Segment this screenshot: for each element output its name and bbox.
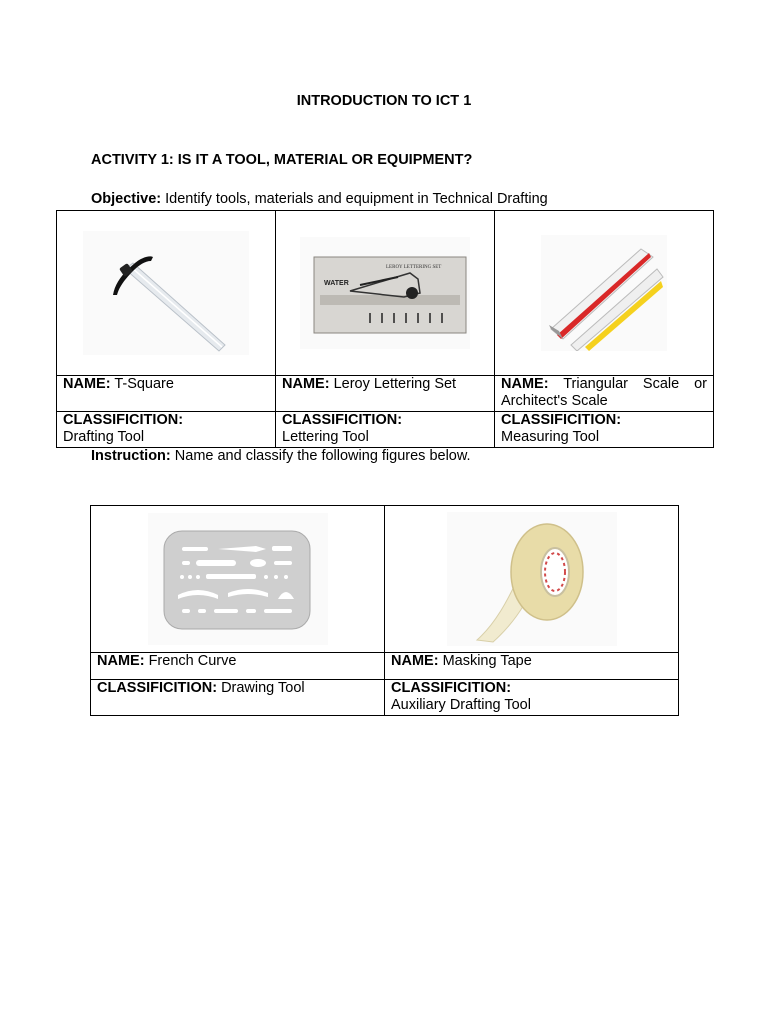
- objective-text: Identify tools, materials and equipment in Technical Drafting: [161, 191, 548, 207]
- french-curve-name: French Curve: [148, 653, 237, 669]
- t-square-classification: Drafting Tool: [63, 429, 145, 445]
- leroy-class-cell: [276, 412, 495, 448]
- classification-label: CLASSIFICITION:: [282, 412, 403, 428]
- t-square-cell: [57, 211, 276, 376]
- instruction-label: Instruction:: [91, 448, 171, 464]
- name-label: NAME:: [501, 376, 549, 392]
- french-curve-class-cell: [91, 680, 385, 716]
- triangular-scale-icon: [541, 235, 667, 351]
- leroy-classification: Lettering Tool: [282, 429, 369, 445]
- t-square-class-cell: [57, 412, 276, 448]
- scale-name-line2: Architect's Scale: [501, 393, 608, 409]
- leroy-lettering-set-cell: [276, 211, 495, 376]
- name-label: NAME:: [391, 653, 439, 669]
- french-curve-image-cell: [91, 506, 385, 653]
- masking-tape-class-cell: [385, 680, 679, 716]
- leroy-name: Leroy Lettering Set: [333, 376, 457, 392]
- objective-line: [91, 191, 548, 207]
- masking-tape-classification: Auxiliary Drafting Tool: [391, 697, 531, 713]
- scale-classification: Measuring Tool: [501, 429, 600, 445]
- masking-tape-name: Masking Tape: [442, 653, 532, 669]
- name-label: NAME:: [63, 376, 111, 392]
- french-curve-name-cell: [91, 653, 385, 680]
- name-label: NAME:: [97, 653, 145, 669]
- instruction-text: Name and classify the following figures below.: [170, 448, 471, 464]
- objective-label: Objective:: [91, 191, 162, 207]
- scale-class-cell: [495, 412, 714, 448]
- leroy-lettering-set-icon: [300, 237, 470, 349]
- t-square-name-cell: [57, 376, 276, 412]
- scale-name-line1: [501, 376, 707, 393]
- figures-table: [90, 505, 679, 716]
- leroy-name-cell: [276, 376, 495, 412]
- masking-tape-name-cell: [385, 653, 679, 680]
- masking-tape-icon: [447, 512, 617, 646]
- classification-label: CLASSIFICITION:: [391, 680, 512, 696]
- scale-name-text: Triangular Scale or: [563, 376, 707, 392]
- classification-label: CLASSIFICITION:: [501, 412, 622, 428]
- tools-table: [56, 210, 714, 448]
- classification-label: CLASSIFICITION:: [63, 412, 184, 428]
- triangular-scale-cell: [495, 211, 714, 376]
- activity-heading: ACTIVITY 1: IS IT A TOOL, MATERIAL OR EQUIPMENT?: [91, 152, 473, 168]
- name-label: NAME:: [282, 376, 330, 392]
- erasing-shield-icon: [148, 513, 328, 645]
- lettering-set-label: LEROY LETTERING SET: [386, 265, 442, 270]
- classification-label: CLASSIFICITION:: [97, 680, 218, 696]
- page-title: INTRODUCTION TO ICT 1: [296, 93, 472, 109]
- t-square-icon: [83, 231, 249, 355]
- lettering-set-water-label: WATER: [324, 280, 349, 287]
- instruction-line: [91, 448, 471, 464]
- masking-tape-image-cell: [385, 506, 679, 653]
- french-curve-classification: Drawing Tool: [221, 680, 305, 696]
- scale-name-cell: [495, 376, 714, 412]
- t-square-name: T-Square: [114, 376, 174, 392]
